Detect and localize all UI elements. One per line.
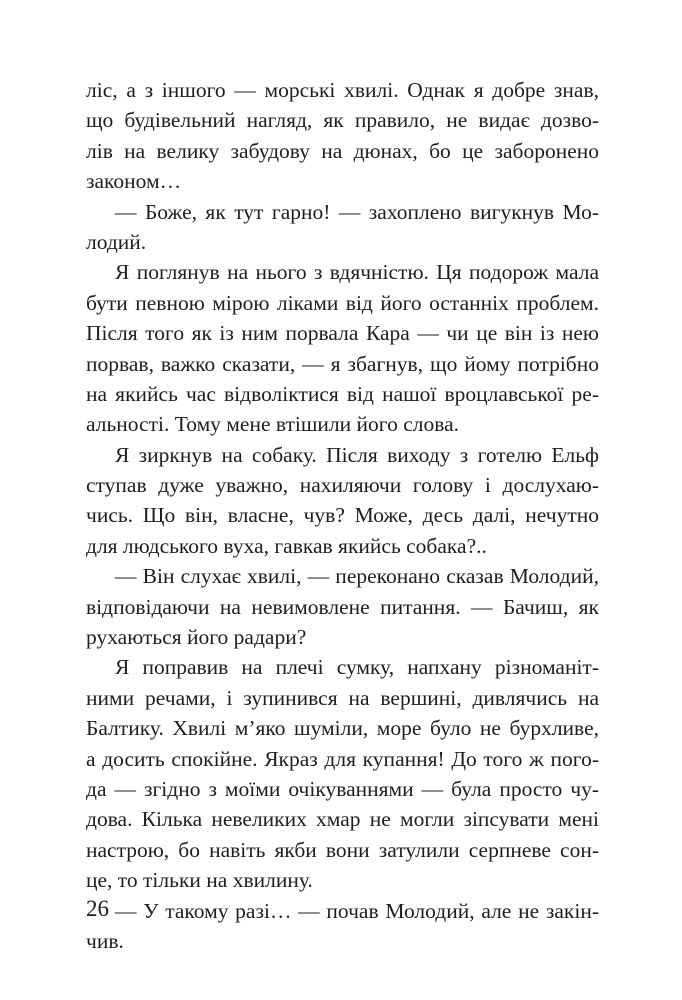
text-line: лодий. — [86, 229, 147, 254]
text-line: — Боже, як тут гарно! — захоплено вигукнув Мо- — [115, 199, 599, 224]
text-line: це, то тільки на хвилину. — [86, 868, 313, 893]
text-line: настрою, бо навіть якби вони затулили серпневе сон- — [86, 837, 599, 862]
text-line: ліс, а з іншого — морські хвилі. Однак я добре знав, — [86, 78, 599, 102]
text-line: порвав, важко сказати, — я збагнув, що йому потрібно — [86, 351, 599, 376]
text-line: ступав дуже уважно, нахиляючи голову і дослухаю- — [86, 473, 599, 498]
text-line: законом… — [86, 169, 182, 194]
text-line: а досить спокійне. Якраз для купання! До того ж пого- — [86, 746, 599, 771]
text-line: — У такому разі… — почав Молодий, але не закін- — [115, 898, 599, 923]
text-line: лів на велику забудову на дюнах, бо це заборонено — [86, 138, 599, 163]
text-line: рухаються його радари? — [86, 625, 307, 650]
text-line: чись. Що він, власне, чув? Може, десь далі, нечутно — [86, 503, 599, 528]
text-line: дова. Кілька невеликих хмар не могли зіпсувати мені — [86, 807, 599, 832]
text-line: що будівельний нагляд, як правило, не видає дозво- — [86, 108, 599, 133]
text-line: Я зиркнув на собаку. Після виходу з готелю Ельф — [115, 442, 599, 467]
text-line: Балтику. Хвилі м’яко шуміли, море було не бурхливе, — [86, 716, 599, 741]
text-line: на якийсь час відволіктися від нашої вроцлавської ре- — [86, 381, 599, 406]
text-line: альності. Тому мене втішили його слова. — [86, 412, 460, 437]
text-line: Я поглянув на нього з вдячністю. Ця подорож мала — [115, 260, 599, 285]
page-number: 26 — [86, 896, 109, 921]
text-line: ними речами, і зупинився на вершині, дивлячись на — [86, 685, 599, 710]
text-line: Я поправив на плечі сумку, напхану різноманіт- — [115, 655, 599, 680]
text-line: бути певною мірою ліками від його останніх проблем. — [86, 290, 599, 315]
body-text — [86, 75, 599, 956]
text-line: чив. — [86, 928, 124, 953]
text-line: для людського вуха, гавкав якийсь собака?.. — [86, 533, 487, 558]
text-line: відповідаючи на невимовлене питання. — Бачиш, як — [86, 594, 599, 619]
text-line: да — згідно з моїми очікуваннями — була просто чу- — [86, 776, 599, 801]
text-line: — Він слухає хвилі, — переконано сказав Молодий, — [115, 564, 599, 589]
text-line: Після того як із ним порвала Кара — чи це він із нею — [86, 321, 599, 346]
